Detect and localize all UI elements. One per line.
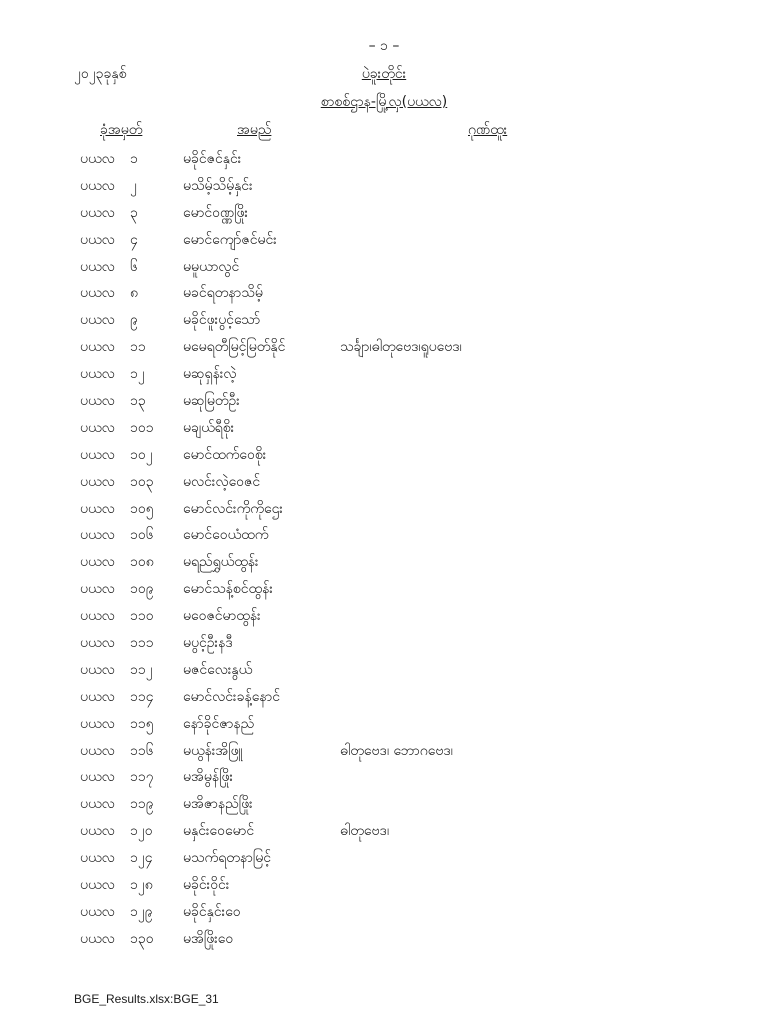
- roll-prefix: ပယလ: [80, 850, 115, 867]
- roll-prefix: ပယလ: [80, 769, 115, 786]
- table-row: [0, 227, 768, 254]
- table-row: [0, 549, 768, 576]
- roll-prefix: ပယလ: [80, 877, 115, 894]
- roll-number: ၁၂၀: [130, 823, 153, 840]
- roll-prefix: ပယလ: [80, 635, 115, 652]
- table-row: [0, 442, 768, 469]
- table-row: [0, 173, 768, 200]
- roll-number: ၉: [130, 312, 138, 329]
- student-name: မပွင့်ဦးနဒီ: [183, 635, 233, 652]
- roll-prefix: ပယလ: [80, 473, 115, 490]
- roll-number: ၁၁၁: [130, 635, 154, 652]
- student-name: နော်ခိုင်ဇာနည်: [183, 715, 255, 732]
- student-name: မအိမွန်ဖြိုး: [183, 769, 233, 786]
- roll-prefix: ပယလ: [80, 393, 115, 410]
- exam-year: ၂၀၂၃ခုနှစ်: [74, 66, 127, 82]
- student-name: မအိဇာနည်ဖြိုး: [183, 796, 253, 813]
- student-name: မောင်လင်းကိုကိုဌေး: [183, 500, 283, 517]
- student-name: မောင်ထက်ဝေစိုး: [183, 446, 267, 463]
- student-name: မအိဖြိုးဝေ: [183, 930, 234, 947]
- roll-prefix: ပယလ: [80, 581, 115, 598]
- table-row: [0, 496, 768, 523]
- roll-number: ၄: [130, 231, 138, 248]
- roll-prefix: ပယလ: [80, 796, 115, 813]
- roll-number: ၁၃၀: [130, 930, 154, 947]
- student-name: မရည်ရွှယ်ထွန်း: [183, 554, 259, 571]
- student-name: မောင်လင်းခန့်နောင်: [183, 688, 281, 705]
- student-name: မသက်ရတနာမြင့်: [183, 850, 272, 867]
- roll-prefix: ပယလ: [80, 903, 115, 920]
- table-row: [0, 307, 768, 334]
- table-row: [0, 200, 768, 227]
- roll-number: ၁၀၂: [130, 446, 153, 463]
- roll-number: ၁၁၄: [130, 688, 154, 705]
- roll-number: ၁၁၂: [130, 661, 153, 678]
- table-row: [0, 845, 768, 872]
- distinction-subjects: ဓါတုဗေဒ၊: [340, 823, 390, 840]
- student-name: မဝေဇင်မာထွန်း: [183, 608, 261, 625]
- table-row: [0, 738, 768, 765]
- table-row: [0, 603, 768, 630]
- roll-prefix: ပယလ: [80, 500, 115, 517]
- student-name: မလင်းလဲ့ဝေဇင်: [183, 473, 261, 490]
- student-name: မခင်ရတနာသိမ့်: [183, 285, 263, 302]
- roll-prefix: ပယလ: [80, 177, 115, 194]
- roll-prefix: ပယလ: [80, 151, 115, 167]
- student-name: မချယ်ရီစိုး: [183, 419, 235, 436]
- table-row: [0, 684, 768, 711]
- table-row: [0, 388, 768, 415]
- roll-prefix: ပယလ: [80, 204, 115, 221]
- table-row: [0, 630, 768, 657]
- table-row: [0, 415, 768, 442]
- roll-prefix: ပယလ: [80, 554, 115, 571]
- distinction-subjects: ဓါတုဗေဒ၊ ဘောဂဗေဒ၊: [340, 742, 453, 759]
- table-row: [0, 280, 768, 307]
- roll-number: ၁၀၈: [130, 554, 154, 571]
- roll-number: ၁၂၈: [130, 877, 153, 894]
- footer-filename: BGE_Results.xlsx:BGE_31: [74, 992, 219, 1006]
- student-name: မယွန်းအိဖြူ: [183, 742, 243, 759]
- student-name: မဆုရှန်းလဲ့: [183, 366, 237, 383]
- table-row: [0, 899, 768, 926]
- roll-number: ၁၁၀: [130, 608, 154, 625]
- student-name: မဇင်လေးနွယ်: [183, 661, 253, 678]
- roll-prefix: ပယလ: [80, 446, 115, 463]
- roll-number: ၆: [130, 258, 138, 275]
- table-row: [0, 469, 768, 496]
- roll-number: ၂: [130, 177, 137, 194]
- student-name: မမေရတီမြင့်မြတ်နိုင်: [183, 339, 286, 356]
- roll-number: ၁၂: [130, 366, 145, 383]
- roll-prefix: ပယလ: [80, 661, 115, 678]
- student-name: မောင်သန့်စင်ထွန်း: [183, 581, 273, 598]
- student-name: မနှင်းဝေမောင်: [183, 823, 255, 840]
- roll-prefix: ပယလ: [80, 608, 115, 625]
- student-name: မောင်ကျော်ဇင်မင်း: [183, 231, 277, 248]
- table-row: [0, 576, 768, 603]
- distinction-header: ဂုဏ်ထူး: [468, 122, 508, 138]
- roll-number: ၁၁၉: [130, 796, 154, 813]
- student-name: မခိုင်နှင်းဝေ: [183, 903, 241, 920]
- student-name: မသိမ့်သိမ့်နှင်း: [183, 177, 253, 194]
- exam-center-title: စာစစ်ဌာန-မြို့လှ(ပယလ): [320, 94, 448, 110]
- roll-number: ၈: [130, 285, 138, 302]
- table-row: [0, 818, 768, 845]
- roll-prefix: ပယလ: [80, 823, 115, 840]
- region-title: ပဲခူးတိုင်း: [361, 66, 407, 82]
- roll-prefix: ပယလ: [80, 688, 115, 705]
- page-number: – ၁ –: [368, 38, 400, 54]
- results-list: [0, 146, 768, 953]
- student-name: မခိုင်ဇင်နှင်း: [183, 151, 242, 167]
- roll-number: ၁၀၃: [130, 473, 154, 490]
- table-row: [0, 764, 768, 791]
- roll-number: ၃: [130, 204, 138, 221]
- roll-prefix: ပယလ: [80, 312, 115, 329]
- roll-number: ၁၂၉: [130, 903, 153, 920]
- table-row: [0, 334, 768, 361]
- roll-prefix: ပယလ: [80, 231, 115, 248]
- table-row: [0, 254, 768, 281]
- roll-number: ၁၀၁: [130, 419, 154, 436]
- roll-prefix: ပယလ: [80, 419, 115, 436]
- roll-number: ၁၁၅: [130, 715, 154, 732]
- table-row: [0, 361, 768, 388]
- roll-prefix: ပယလ: [80, 715, 115, 732]
- roll-number: ၁၃: [130, 393, 146, 410]
- roll-number-header: ခုံအမှတ်: [100, 122, 143, 138]
- roll-prefix: ပယလ: [80, 258, 115, 275]
- table-row: [0, 926, 768, 953]
- roll-number: ၁၁: [130, 339, 146, 356]
- table-row: [0, 657, 768, 684]
- roll-number: ၁၀၅: [130, 500, 154, 517]
- name-header: အမည်: [237, 122, 272, 138]
- roll-number: ၁၂၄: [130, 850, 153, 867]
- student-name: မခိုင်းဝိုင်း: [183, 877, 230, 894]
- roll-number: ၁၀၆: [130, 527, 154, 544]
- student-name: မဆုမြတ်ဦး: [183, 393, 240, 410]
- roll-number: ၁: [130, 151, 138, 167]
- table-row: [0, 791, 768, 818]
- table-row: [0, 872, 768, 899]
- student-name: မောင်ဝေယံထက်: [183, 527, 269, 544]
- distinction-subjects: သင်္ချာ၊ဓါတုဗေဒ၊ရူပဗေဒ၊: [340, 339, 462, 356]
- student-name: မခိုင်ဖူးပွင့်သော်: [183, 312, 261, 329]
- roll-prefix: ပယလ: [80, 339, 115, 356]
- table-row: [0, 146, 768, 173]
- roll-prefix: ပယလ: [80, 742, 115, 759]
- student-name: မောင်ဝဏ္ဏဖြိုး: [183, 204, 248, 221]
- roll-prefix: ပယလ: [80, 527, 115, 544]
- table-row: [0, 522, 768, 549]
- roll-number: ၁၀၉: [130, 581, 154, 598]
- table-row: [0, 711, 768, 738]
- roll-prefix: ပယလ: [80, 366, 115, 383]
- roll-number: ၁၁၆: [130, 742, 154, 759]
- roll-prefix: ပယလ: [80, 930, 115, 947]
- roll-prefix: ပယလ: [80, 285, 115, 302]
- student-name: မမူယာလွင်: [183, 258, 240, 275]
- roll-number: ၁၁၇: [130, 769, 154, 786]
